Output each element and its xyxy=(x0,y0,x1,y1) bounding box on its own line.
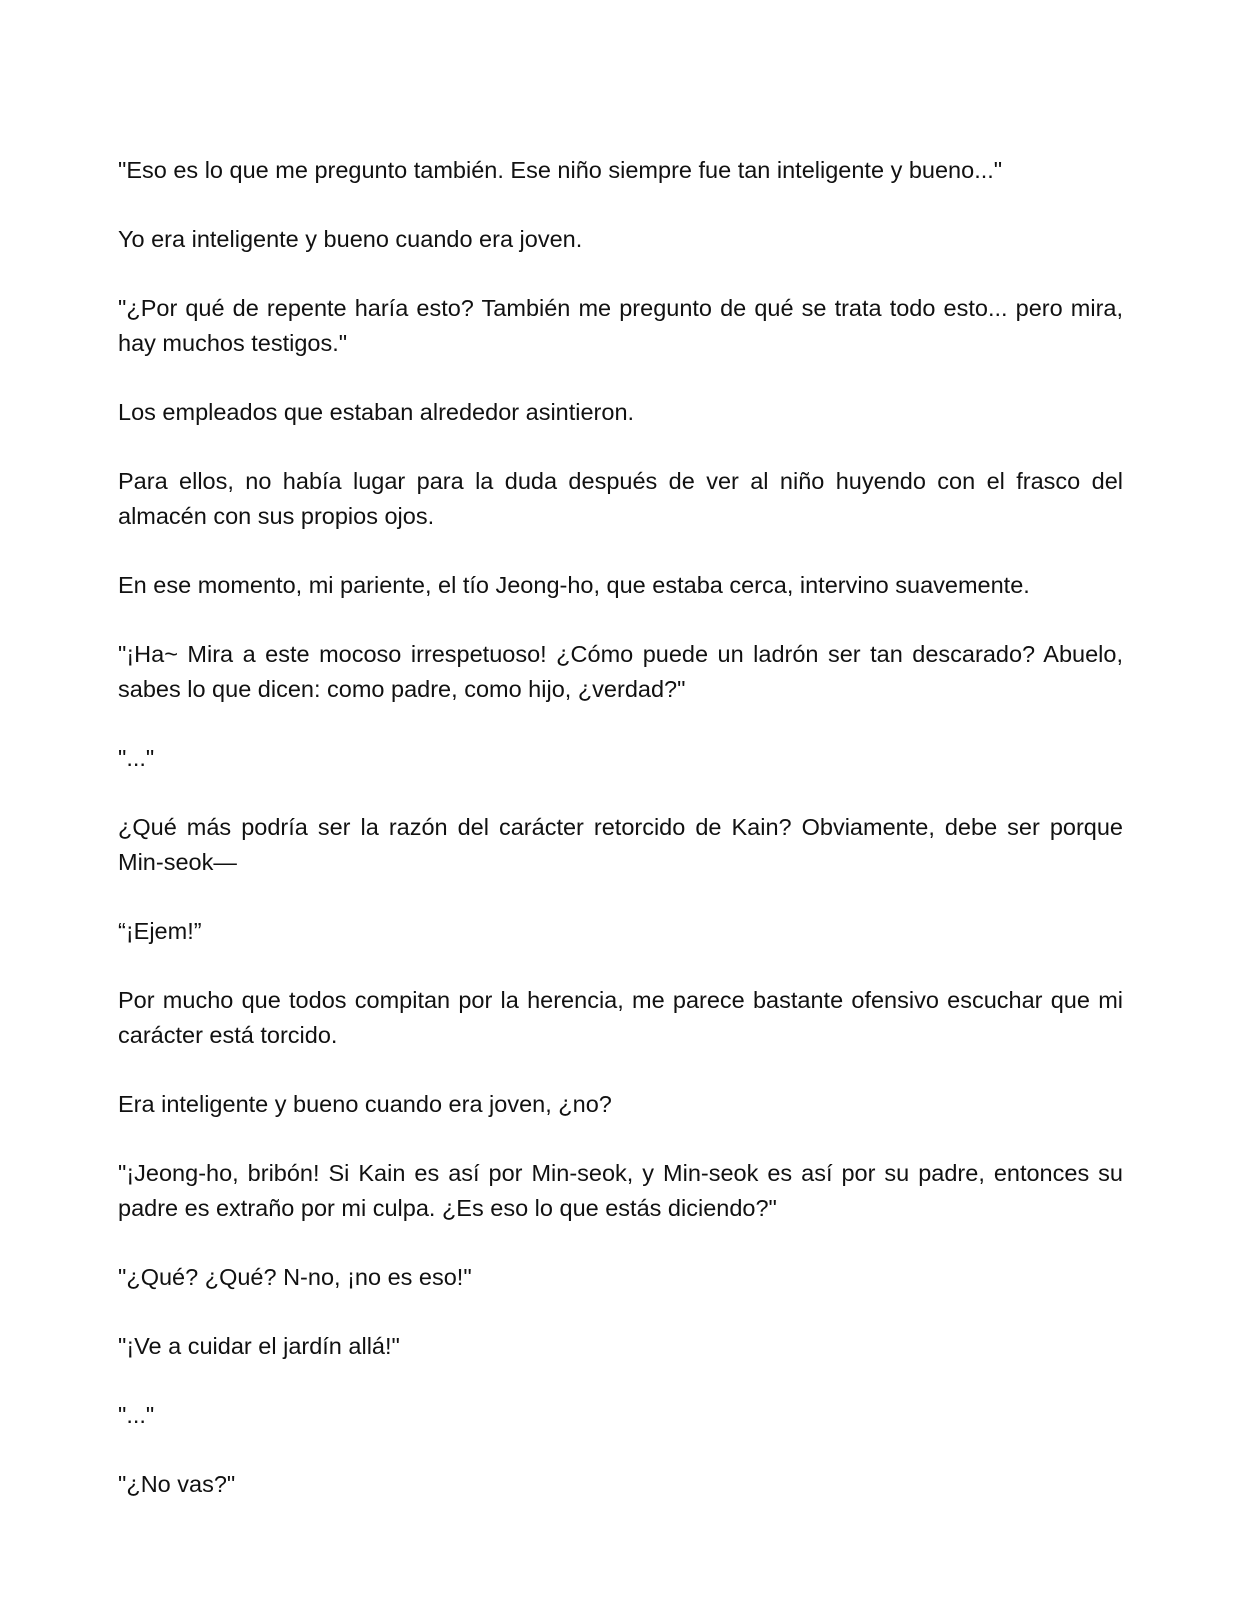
paragraph: "..." xyxy=(118,745,155,771)
paragraph: "¿Qué? ¿Qué? N-no, ¡no es eso!" xyxy=(118,1264,472,1290)
paragraph: Para ellos, no había lugar para la duda después de ver al niño huyendo con el frasco del almacén con sus propios ojos. xyxy=(118,468,1123,529)
paragraph: "¡Ha~ Mira a este mocoso irrespetuoso! ¿Cómo puede un ladrón ser tan descarado? Abuelo, sabes lo que dicen: como padre, como hijo, ¿verdad?" xyxy=(118,641,1123,702)
paragraph: Yo era inteligente y bueno cuando era joven. xyxy=(118,226,583,252)
paragraph: “¡Ejem!” xyxy=(118,918,202,944)
document-page xyxy=(118,153,1123,1502)
paragraph: "¡Ve a cuidar el jardín allá!" xyxy=(118,1333,400,1359)
paragraph: En ese momento, mi pariente, el tío Jeong-ho, que estaba cerca, intervino suavemente. xyxy=(118,572,1030,598)
paragraph: "..." xyxy=(118,1402,155,1428)
paragraph: "¡Jeong-ho, bribón! Si Kain es así por Min-seok, y Min-seok es así por su padre, entonces su padre es extraño por mi culpa. ¿Es eso lo que estás diciendo?" xyxy=(118,1160,1123,1221)
paragraph: "Eso es lo que me pregunto también. Ese niño siempre fue tan inteligente y bueno..." xyxy=(118,157,1003,183)
paragraph: Los empleados que estaban alrededor asintieron. xyxy=(118,399,635,425)
paragraph: "¿No vas?" xyxy=(118,1471,236,1497)
paragraph: Era inteligente y bueno cuando era joven, ¿no? xyxy=(118,1091,612,1117)
paragraph: ¿Qué más podría ser la razón del carácter retorcido de Kain? Obviamente, debe ser porque Min-seok— xyxy=(118,814,1123,875)
paragraph: "¿Por qué de repente haría esto? También me pregunto de qué se trata todo esto... pero mira, hay muchos testigos." xyxy=(118,295,1123,356)
paragraph: Por mucho que todos compitan por la herencia, me parece bastante ofensivo escuchar que mi carácter está torcido. xyxy=(118,987,1123,1048)
